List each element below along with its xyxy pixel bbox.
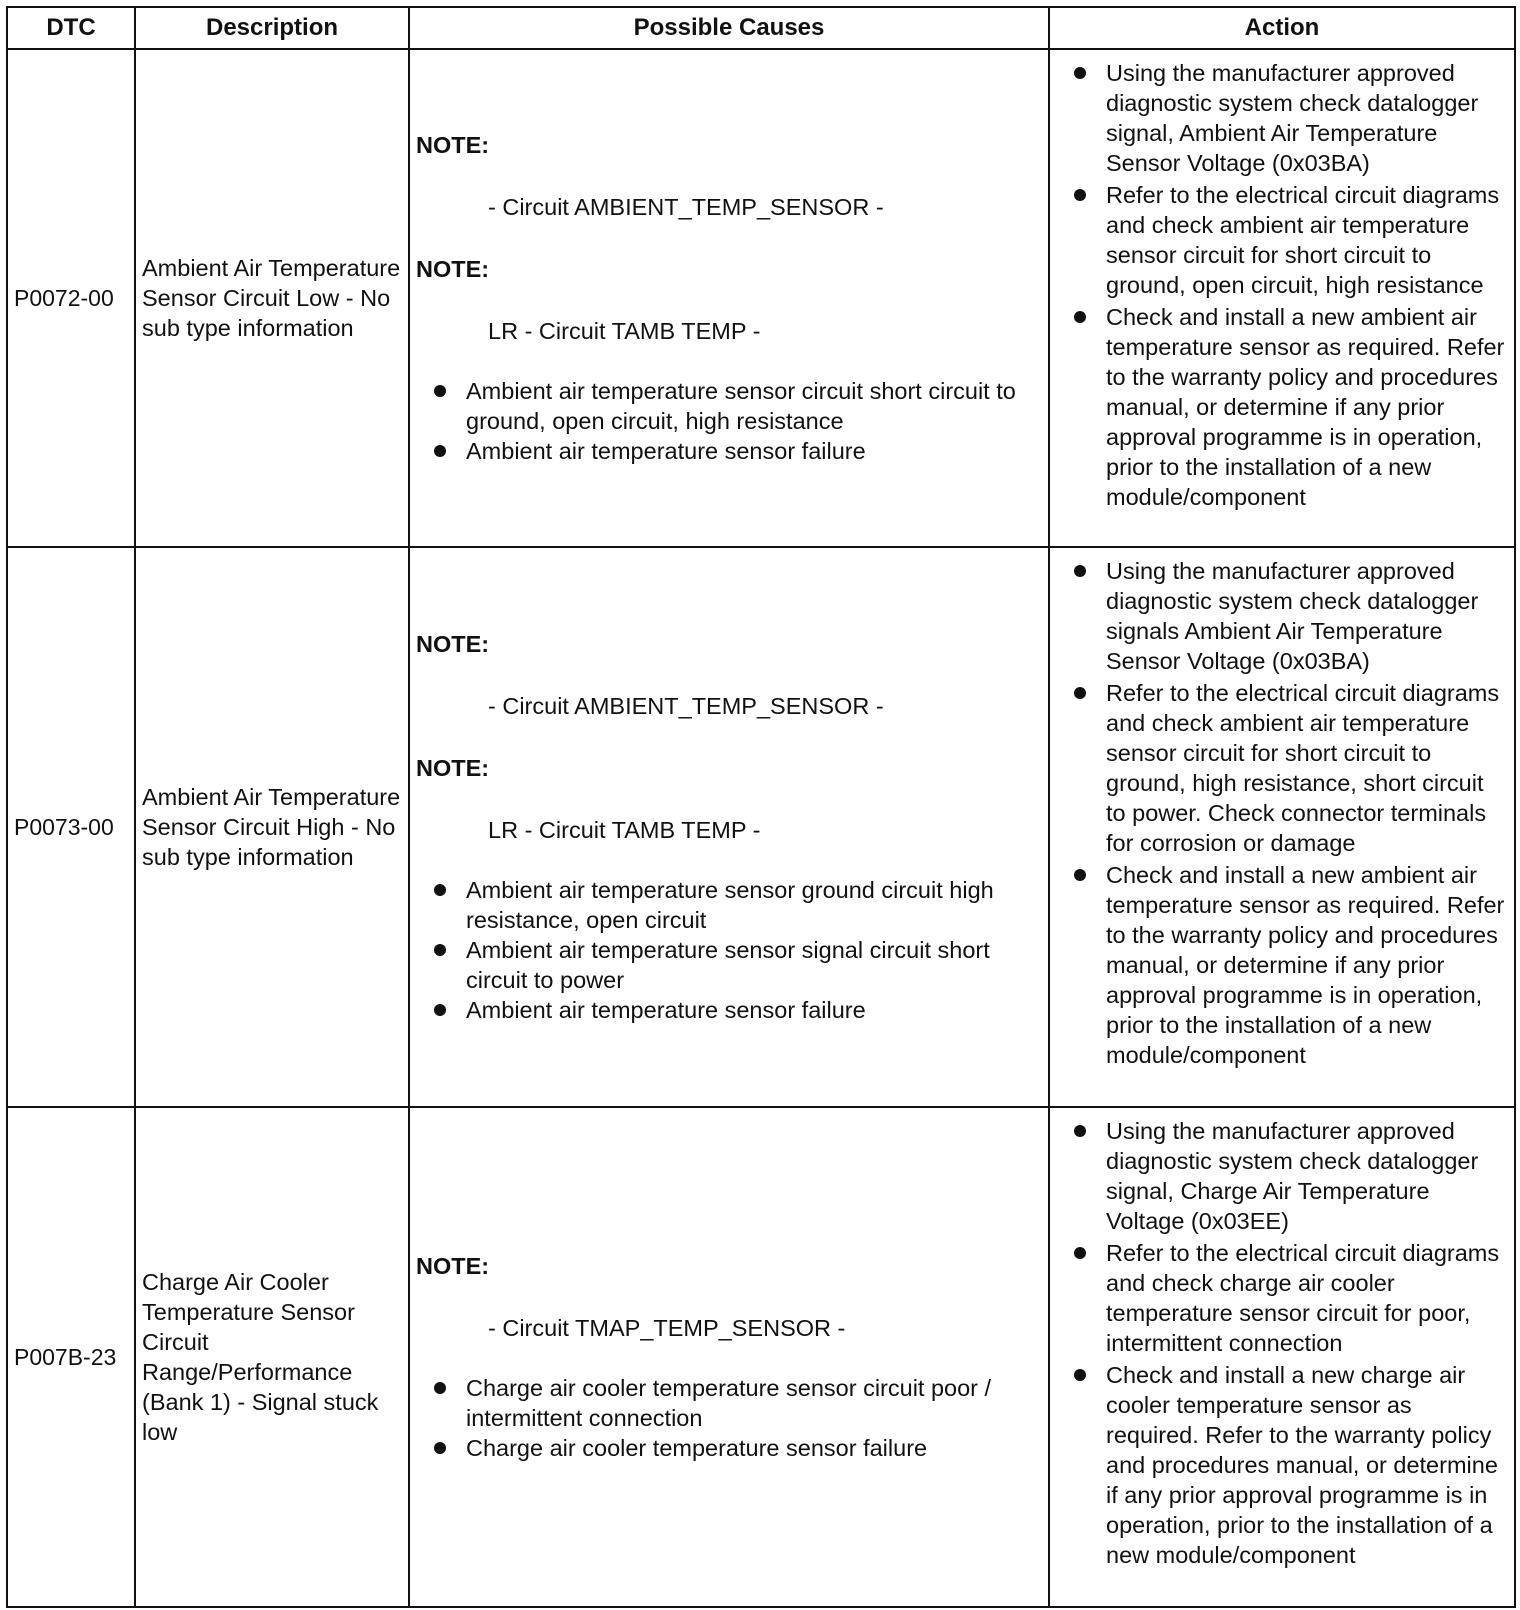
dtc-description: Ambient Air Temperature Sensor Circuit Low - No sub type information (135, 49, 409, 547)
header-possible-causes: Possible Causes (409, 7, 1049, 49)
note-circuit: LR - Circuit TAMB TEMP - (488, 318, 761, 344)
dtc-table (6, 6, 1516, 1608)
cause-text: Charge air cooler temperature sensor failure (466, 1435, 928, 1461)
action-cell (1049, 49, 1515, 547)
action-list (1072, 1116, 1508, 1570)
list-item (1072, 1116, 1508, 1236)
cause-text: Ambient air temperature sensor ground circuit high resistance, open circuit (466, 877, 994, 933)
dtc-code: P007B-23 (7, 1107, 135, 1607)
header-description: Description (135, 7, 409, 49)
action-text: Check and install a new ambient air temperature sensor as required. Refer to the warranty policy and procedures manual, or determine if any prior approval programme is in operation, prior to the installation of a new module/component (1106, 862, 1505, 1068)
bullet-icon (1074, 1125, 1086, 1137)
header-dtc: DTC (7, 7, 135, 49)
list-item (1072, 1360, 1508, 1570)
possible-causes-cell (409, 1107, 1049, 1607)
bullet-icon (434, 944, 446, 956)
action-list (1072, 58, 1508, 512)
action-text: Check and install a new charge air cooler temperature sensor as required. Refer to the warranty policy and procedures manual, or determine if any prior approval programme is in operation, prior to the installation of a new module/component (1106, 1362, 1498, 1568)
list-item (1072, 1238, 1508, 1358)
list-item (1072, 860, 1508, 1070)
dtc-description: Ambient Air Temperature Sensor Circuit High - No sub type information (135, 547, 409, 1107)
causes-list (416, 875, 1042, 1025)
header-action: Action (1049, 7, 1515, 49)
bullet-icon (1074, 869, 1086, 881)
bullet-icon (1074, 67, 1086, 79)
note-label: NOTE: (416, 256, 490, 282)
bullet-icon (434, 1442, 446, 1454)
action-cell (1049, 1107, 1515, 1607)
bullet-icon (434, 445, 446, 457)
action-text: Using the manufacturer approved diagnostic system check datalogger signal, Ambient Air Temperature Sensor Voltage (0x03BA) (1106, 60, 1479, 176)
bullet-icon (1074, 311, 1086, 323)
action-list (1072, 556, 1508, 1070)
action-text: Using the manufacturer approved diagnostic system check datalogger signal, Charge Air Temperature Voltage (0x03EE) (1106, 1118, 1479, 1234)
table-row (7, 1107, 1515, 1607)
list-item (432, 436, 1042, 466)
causes-list (416, 1373, 1042, 1463)
action-text: Refer to the electrical circuit diagrams and check charge air cooler temperature sensor circuit for poor, intermittent connection (1106, 1240, 1500, 1356)
bullet-icon (434, 884, 446, 896)
action-text: Using the manufacturer approved diagnostic system check datalogger signals Ambient Air Temperature Sensor Voltage (0x03BA) (1106, 558, 1479, 674)
action-text: Refer to the electrical circuit diagrams and check ambient air temperature sensor circuit for short circuit to ground, high resistance, short circuit to power. Check connector terminals for corrosion or damage (1106, 680, 1500, 856)
bullet-icon (434, 1382, 446, 1394)
list-item (432, 1433, 1042, 1463)
bullet-icon (1074, 1247, 1086, 1259)
possible-causes-cell (409, 49, 1049, 547)
bullet-icon (1074, 687, 1086, 699)
table-row (7, 547, 1515, 1107)
note-label: NOTE: (416, 755, 490, 781)
list-item (432, 1373, 1042, 1433)
cause-text: Ambient air temperature sensor circuit short circuit to ground, open circuit, high resistance (466, 378, 1016, 434)
bullet-icon (434, 1004, 446, 1016)
dtc-code: P0072-00 (7, 49, 135, 547)
bullet-icon (434, 385, 446, 397)
header-row (7, 7, 1515, 49)
list-item (432, 875, 1042, 935)
list-item (1072, 678, 1508, 858)
note-circuit: - Circuit TMAP_TEMP_SENSOR - (488, 1315, 846, 1341)
list-item (432, 935, 1042, 995)
cause-text: Ambient air temperature sensor signal circuit short circuit to power (466, 937, 990, 993)
list-item (432, 995, 1042, 1025)
bullet-icon (1074, 565, 1086, 577)
cause-text: Charge air cooler temperature sensor circuit poor / intermittent connection (466, 1375, 992, 1431)
note-circuit: - Circuit AMBIENT_TEMP_SENSOR - (488, 194, 884, 220)
possible-causes-cell (409, 547, 1049, 1107)
note-label: NOTE: (416, 631, 490, 657)
list-item (432, 376, 1042, 436)
list-item (1072, 180, 1508, 300)
bullet-icon (1074, 1369, 1086, 1381)
bullet-icon (1074, 189, 1086, 201)
dtc-document (6, 6, 1514, 1604)
list-item (1072, 58, 1508, 178)
cause-text: Ambient air temperature sensor failure (466, 438, 866, 464)
cause-text: Ambient air temperature sensor failure (466, 997, 866, 1023)
causes-list (416, 376, 1042, 466)
dtc-description: Charge Air Cooler Temperature Sensor Circuit Range/Performance (Bank 1) - Signal stuck low (135, 1107, 409, 1607)
action-text: Check and install a new ambient air temperature sensor as required. Refer to the warranty policy and procedures manual, or determine if any prior approval programme is in operation, prior to the installation of a new module/component (1106, 304, 1505, 510)
list-item (1072, 556, 1508, 676)
table-row (7, 49, 1515, 547)
dtc-code: P0073-00 (7, 547, 135, 1107)
note-label: NOTE: (416, 132, 490, 158)
action-text: Refer to the electrical circuit diagrams and check ambient air temperature sensor circuit for short circuit to ground, open circuit, high resistance (1106, 182, 1500, 298)
note-circuit: - Circuit AMBIENT_TEMP_SENSOR - (488, 693, 884, 719)
list-item (1072, 302, 1508, 512)
action-cell (1049, 547, 1515, 1107)
note-label: NOTE: (416, 1253, 490, 1279)
note-circuit: LR - Circuit TAMB TEMP - (488, 817, 761, 843)
